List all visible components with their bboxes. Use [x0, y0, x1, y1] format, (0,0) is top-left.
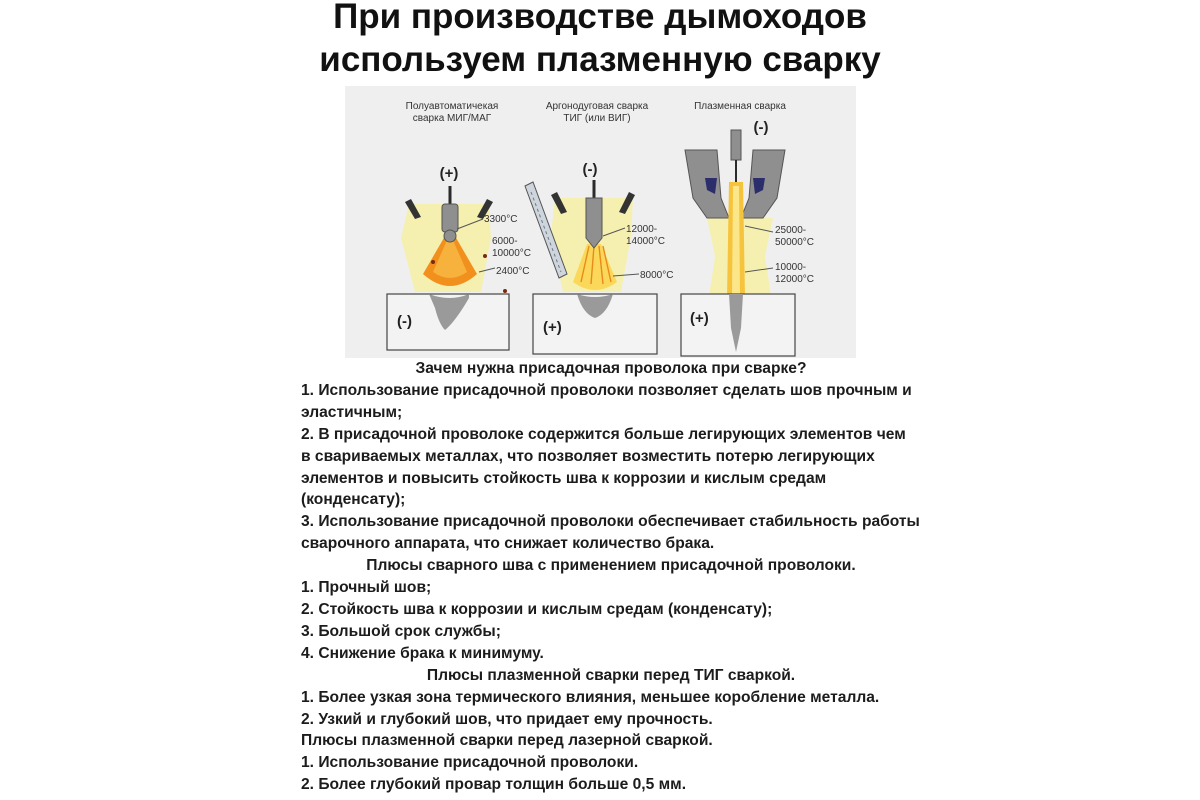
- article-body: [301, 358, 921, 796]
- mig-temp-2a: 6000-: [492, 236, 518, 247]
- plasma-jet-core: [732, 186, 740, 296]
- seam-plus-4: 4. Снижение брака к минимуму.: [301, 644, 544, 662]
- plasma-vs-laser-2: 2. Более глубокий провар толщин больше 0,5 мм.: [301, 776, 687, 794]
- heading-seam-pluses: Плюсы сварного шва с применением присадочной проволоки.: [366, 557, 856, 575]
- filler-reason-2a: 2. В присадочной проволоке содержится больше легирующих элементов чем: [301, 425, 906, 443]
- filler-reason-2c: элементов и повысить стойкость шва к коррозии и кислым средам: [301, 469, 827, 487]
- title-line-2: используем плазменную сварку: [319, 40, 881, 79]
- mig-base-polarity: (-): [397, 313, 412, 330]
- mig-temp-1: 3300°C: [484, 214, 518, 225]
- mig-droplet: [444, 230, 456, 242]
- mig-contact-tip: [442, 204, 458, 232]
- mig-label-2: сварка МИГ/МАГ: [412, 113, 492, 124]
- plasma-label-1: Плазменная сварка: [694, 101, 786, 112]
- tig-electrode-polarity: (-): [582, 161, 598, 178]
- heading-plasma-vs-laser: Плюсы плазменной сварки перед лазерной сваркой.: [301, 732, 713, 750]
- tig-label-1: Аргонодуговая сварка: [545, 101, 649, 112]
- seam-plus-2: 2. Стойкость шва к коррозии и кислым средам (конденсату);: [301, 600, 773, 618]
- tig-temp-2: 8000°C: [640, 270, 674, 281]
- heading-filler-wire: Зачем нужна присадочная проволока при сварке?: [415, 360, 807, 377]
- plasma-temp-2b: 12000°C: [775, 274, 815, 285]
- welding-comparison-diagram: [345, 86, 856, 358]
- filler-reason-1b: эластичным;: [301, 403, 403, 421]
- plasma-temp-1a: 25000-: [775, 225, 807, 236]
- tig-electrode: [586, 198, 602, 248]
- plasma-temp-2a: 10000-: [775, 262, 807, 273]
- filler-reason-3a: 3. Использование присадочной проволоки обеспечивает стабильность работы: [301, 513, 920, 531]
- plasma-base-polarity: (+): [690, 310, 709, 327]
- mig-spatter-2: [483, 254, 487, 258]
- plasma-temp-1b: 50000°C: [775, 237, 815, 248]
- filler-reason-2d: (конденсату);: [301, 491, 406, 509]
- tig-label-2: ТИГ (или ВИГ): [563, 113, 631, 124]
- plasma-vs-tig-1: 1. Более узкая зона термического влияния, меньшее коробление металла.: [301, 688, 880, 706]
- plasma-electrode-polarity: (-): [753, 119, 769, 136]
- heading-plasma-vs-tig: Плюсы плазменной сварки перед ТИГ сваркой.: [426, 666, 796, 684]
- filler-reason-1a: 1. Использование присадочной проволоки позволяет сделать шов прочным и: [301, 381, 912, 399]
- mig-spatter-1: [431, 260, 435, 264]
- filler-reason-3b: сварочного аппарата, что снижает количество брака.: [301, 535, 715, 553]
- tig-base-polarity: (+): [543, 319, 562, 336]
- tig-temp-1b: 14000°C: [626, 236, 666, 247]
- seam-plus-3: 3. Большой срок службы;: [301, 622, 501, 640]
- seam-plus-1: 1. Прочный шов;: [301, 579, 432, 597]
- mig-label-1: Полуавтоматичекая: [405, 101, 499, 112]
- title-line-1: При производстве дымоходов: [333, 0, 867, 36]
- plasma-vs-tig-2: 2. Узкий и глубокий шов, что придает ему прочность.: [301, 710, 713, 728]
- filler-reason-2b: в свариваемых металлах, что позволяет возместить потерю легирующих: [301, 447, 875, 465]
- tig-temp-1a: 12000-: [626, 224, 658, 235]
- mig-temp-2b: 10000°C: [492, 248, 532, 259]
- mig-electrode-polarity: (+): [439, 165, 459, 182]
- plasma-electrode: [731, 130, 741, 160]
- mig-spatter-3: [503, 289, 507, 293]
- plasma-vs-laser-1: 1. Использование присадочной проволоки.: [301, 754, 639, 772]
- mig-temp-3: 2400°C: [496, 266, 530, 277]
